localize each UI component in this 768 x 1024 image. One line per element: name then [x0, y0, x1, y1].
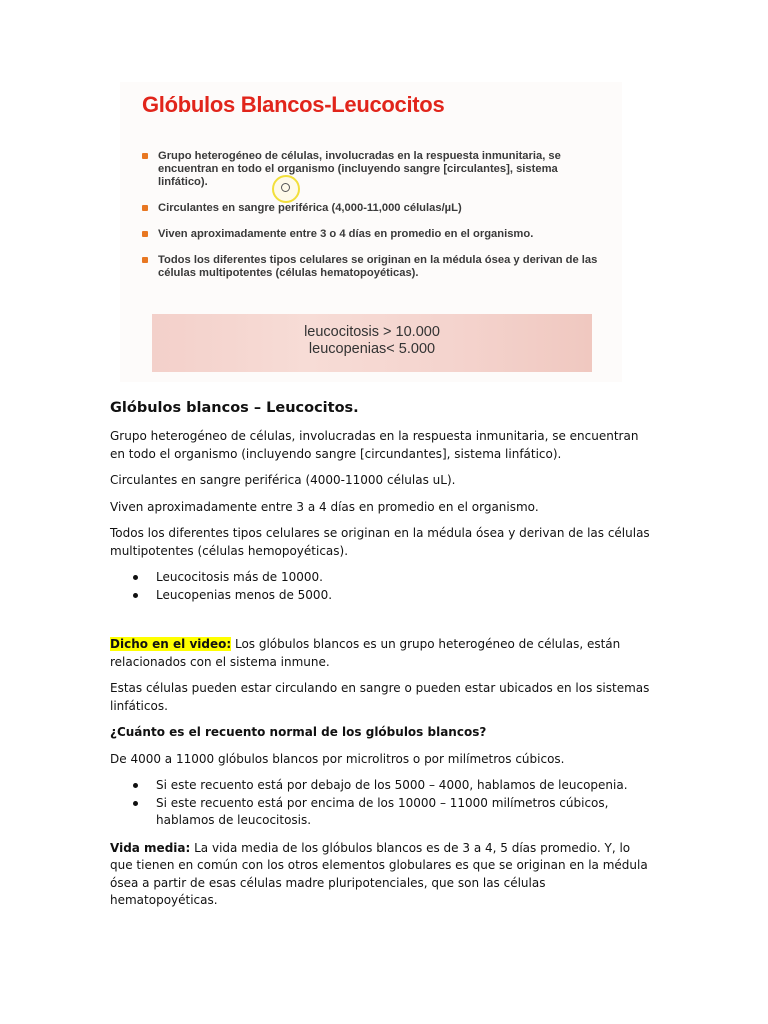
slide-image: [120, 82, 622, 382]
video-text: Los glóbulos blancos es un grupo heterogéneo de células, están relacionados con el sistema inmune.: [110, 637, 621, 669]
bullet-square-icon: [142, 153, 148, 159]
cursor-icon: [281, 183, 290, 192]
bullet-square-icon: [142, 231, 148, 237]
list-item: [110, 777, 650, 795]
paragraph-video: [110, 636, 650, 671]
bullet-icon: [133, 593, 138, 598]
slide-summary-box: [152, 314, 592, 372]
slide-title: Glóbulos Blancos-Leucocitos: [142, 92, 445, 117]
list-item-text: Si este recuento está por debajo de los 5000 – 4000, hablamos de leucopenia.: [156, 778, 628, 792]
bullet-icon: [133, 783, 138, 788]
question-heading: ¿Cuánto es el recuento normal de los glóbulos blancos?: [110, 725, 487, 739]
bullet-square-icon: [142, 205, 148, 211]
bullet-list-ranges: [110, 569, 650, 604]
spacer: [110, 614, 650, 636]
half-life-text: La vida media de los glóbulos blancos es de 3 a 4, 5 días promedio. Y, lo que tienen en común con los otros elementos globulares es que se originan en la médula ósea a partir de esas células madre pluripotenciales, que son las células hematopoyéticas.: [110, 840, 648, 907]
list-item: [110, 587, 650, 605]
paragraph-origin: Todos los diferentes tipos celulares se originan en la médula ósea y derivan de las células multipotentes (células hemopoyéticas).: [110, 526, 650, 558]
slide-box-line-1: leucocitosis > 10.000: [304, 324, 440, 340]
slide-bullet-text: Grupo heterogéneo de células, involucradas en la respuesta inmunitaria, se encuentran en todo el organismo (incluyendo sangre [circulantes], sistema linfático).: [158, 150, 561, 188]
document-body: [110, 400, 650, 919]
slide-bullet: [138, 202, 598, 215]
slide-bullet-text: Circulantes en sangre periférica (4,000-11,000 células/µL): [158, 202, 462, 214]
slide-bullet: [138, 228, 598, 241]
slide-bullet-text: Todos los diferentes tipos celulares se originan en la médula ósea y derivan de las células multipotentes (células hematopoyéticas).: [158, 254, 598, 279]
paragraph-lymphatic: Estas células pueden estar circulando en sangre o pueden estar ubicados en los sistemas linfáticos.: [110, 681, 650, 713]
bullet-square-icon: [142, 257, 148, 263]
slide-box-line-2: leucopenias< 5.000: [308, 341, 436, 357]
paragraph-circulation: Circulantes en sangre periférica (4000-11000 células uL).: [110, 473, 456, 487]
video-highlight-label: Dicho en el video:: [110, 637, 232, 651]
paragraph-normal-count: De 4000 a 11000 glóbulos blancos por microlitros o por milímetros cúbicos.: [110, 751, 565, 766]
bullet-icon: [133, 575, 138, 580]
slide-bullet-list: [138, 150, 598, 293]
paragraph-definition: Grupo heterogéneo de células, involucradas en la respuesta inmunitaria, se encuentran en todo el organismo (incluyendo sangre [circundantes], sistema linfático).: [110, 429, 639, 461]
paragraph-half-life: [110, 840, 650, 910]
list-item-text: Si este recuento está por encima de los 10000 – 11000 milímetros cúbicos, hablamos de leucocitosis.: [156, 795, 609, 827]
list-item-text: Leucopenias menos de 5000.: [156, 587, 333, 602]
slide-bullet: [138, 150, 598, 189]
bullet-icon: [133, 801, 138, 806]
half-life-label: Vida media:: [110, 840, 191, 855]
list-item-text: Leucocitosis más de 10000.: [156, 570, 323, 584]
document-title: Glóbulos blancos – Leucocitos.: [110, 400, 359, 416]
bullet-list-count: [110, 777, 650, 830]
list-item: [110, 795, 650, 830]
list-item: [110, 569, 650, 587]
paragraph-lifespan: Viven aproximadamente entre 3 a 4 días en promedio en el organismo.: [110, 499, 539, 514]
slide-bullet-text: Viven aproximadamente entre 3 o 4 días en promedio en el organismo.: [158, 228, 534, 240]
slide-bullet: [138, 254, 598, 280]
